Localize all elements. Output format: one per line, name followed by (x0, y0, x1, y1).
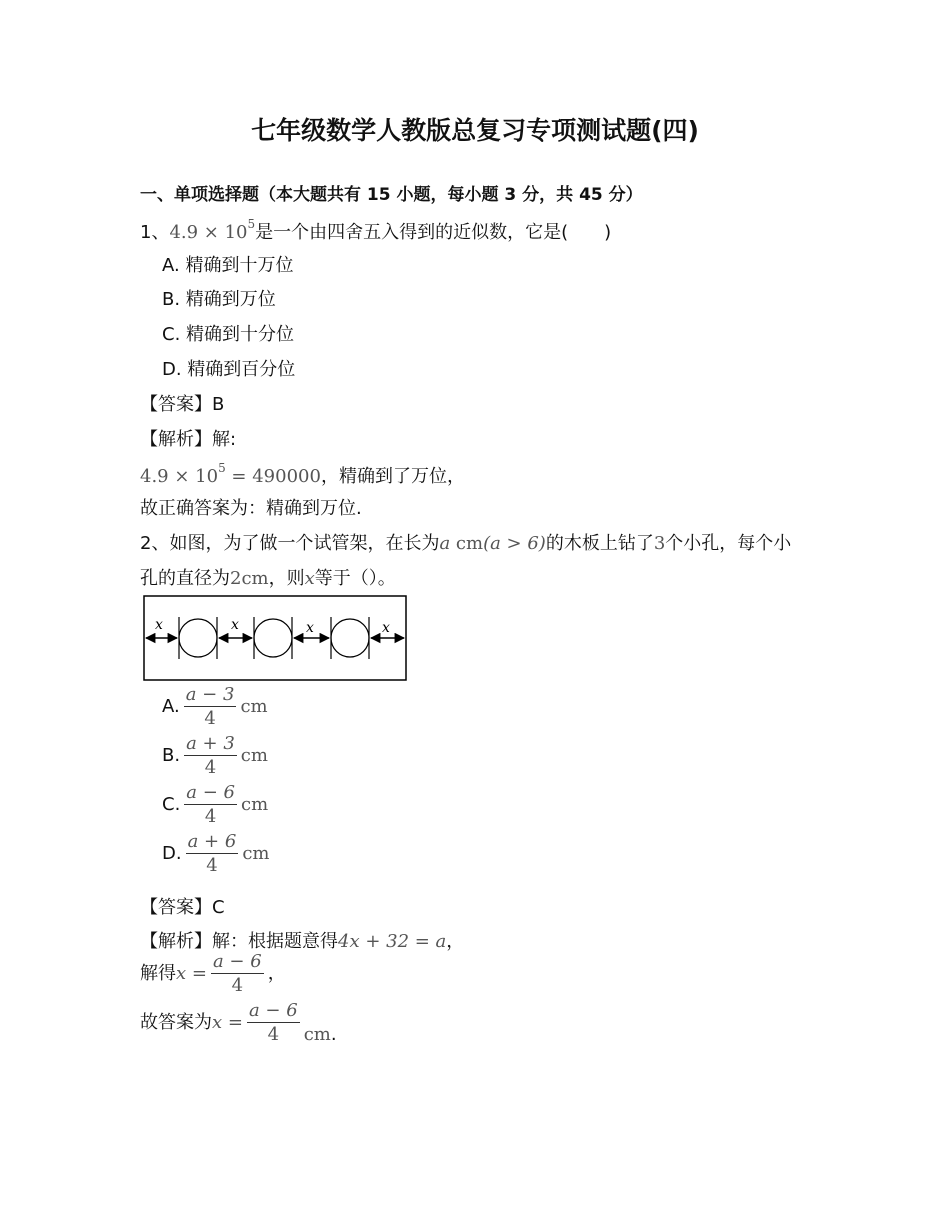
question-1 (140, 217, 612, 243)
question-1-number: 1、 (140, 222, 170, 243)
question-2-answer: 【答案】C (140, 897, 225, 918)
question-2-line-2: 孔的直径为2cm，则x等于（）。 (140, 568, 396, 589)
gap-label-1: x (155, 617, 163, 633)
question-1-answer: 【答案】B (140, 394, 225, 415)
question-1-math: $4.9 \times 10^5$ (169, 217, 256, 243)
question-1-option-b[interactable]: B. 精确到万位 (162, 289, 276, 310)
question-2-final: 故答案为x = $\frac{a - 6}{4}$ cm. (140, 1000, 337, 1045)
question-2-option-b[interactable]: B. $\frac{a + 3}{4}$ cm (162, 733, 268, 778)
question-2-solve: 解得x = $\frac{a - 6}{4}$ ， (140, 951, 286, 996)
page-title: 七年级数学人教版总复习专项测试题(四) (251, 116, 699, 145)
gap-label-3: x (306, 620, 314, 636)
question-2-line-1: 2、如图，为了做一个试管架，在长为a cm(a > 6)的木板上钻了3个小孔，每个小 (140, 533, 792, 554)
board-outline (144, 596, 406, 680)
question-1-analysis-math: $4.9 \times 10^5 = 490000$ (140, 461, 321, 487)
gap-label-2: x (231, 617, 239, 633)
question-2-option-d[interactable]: D. $\frac{a + 6}{4}$ cm (162, 831, 270, 876)
question-1-text: 是一个由四舍五入得到的近似数，它是( ) (255, 222, 612, 243)
section-header: 一、单项选择题（本大题共有 15 小题，每小题 3 分，共 45 分） (140, 185, 643, 205)
question-2-analysis: 【解析】解：根据题意得4x + 32 = a， (140, 931, 465, 952)
question-2-option-c[interactable]: C. $\frac{a - 6}{4}$ cm (162, 782, 269, 827)
question-1-analysis-label: 【解析】解: (140, 429, 237, 450)
question-1-conclusion: 故正确答案为：精确到万位. (140, 498, 362, 519)
question-1-option-a[interactable]: A. 精确到十万位 (162, 255, 294, 276)
question-2-option-a[interactable]: A. $\frac{a - 3}{4}$ cm (162, 684, 268, 729)
question-1-analysis: $4.9 \times 10^5 = 490000$，精确到了万位， (140, 461, 465, 487)
test-tube-rack-figure (143, 595, 409, 683)
question-1-option-c[interactable]: C. 精确到十分位 (162, 324, 295, 345)
gap-label-4: x (382, 620, 390, 636)
question-1-option-d[interactable]: D. 精确到百分位 (162, 359, 296, 380)
